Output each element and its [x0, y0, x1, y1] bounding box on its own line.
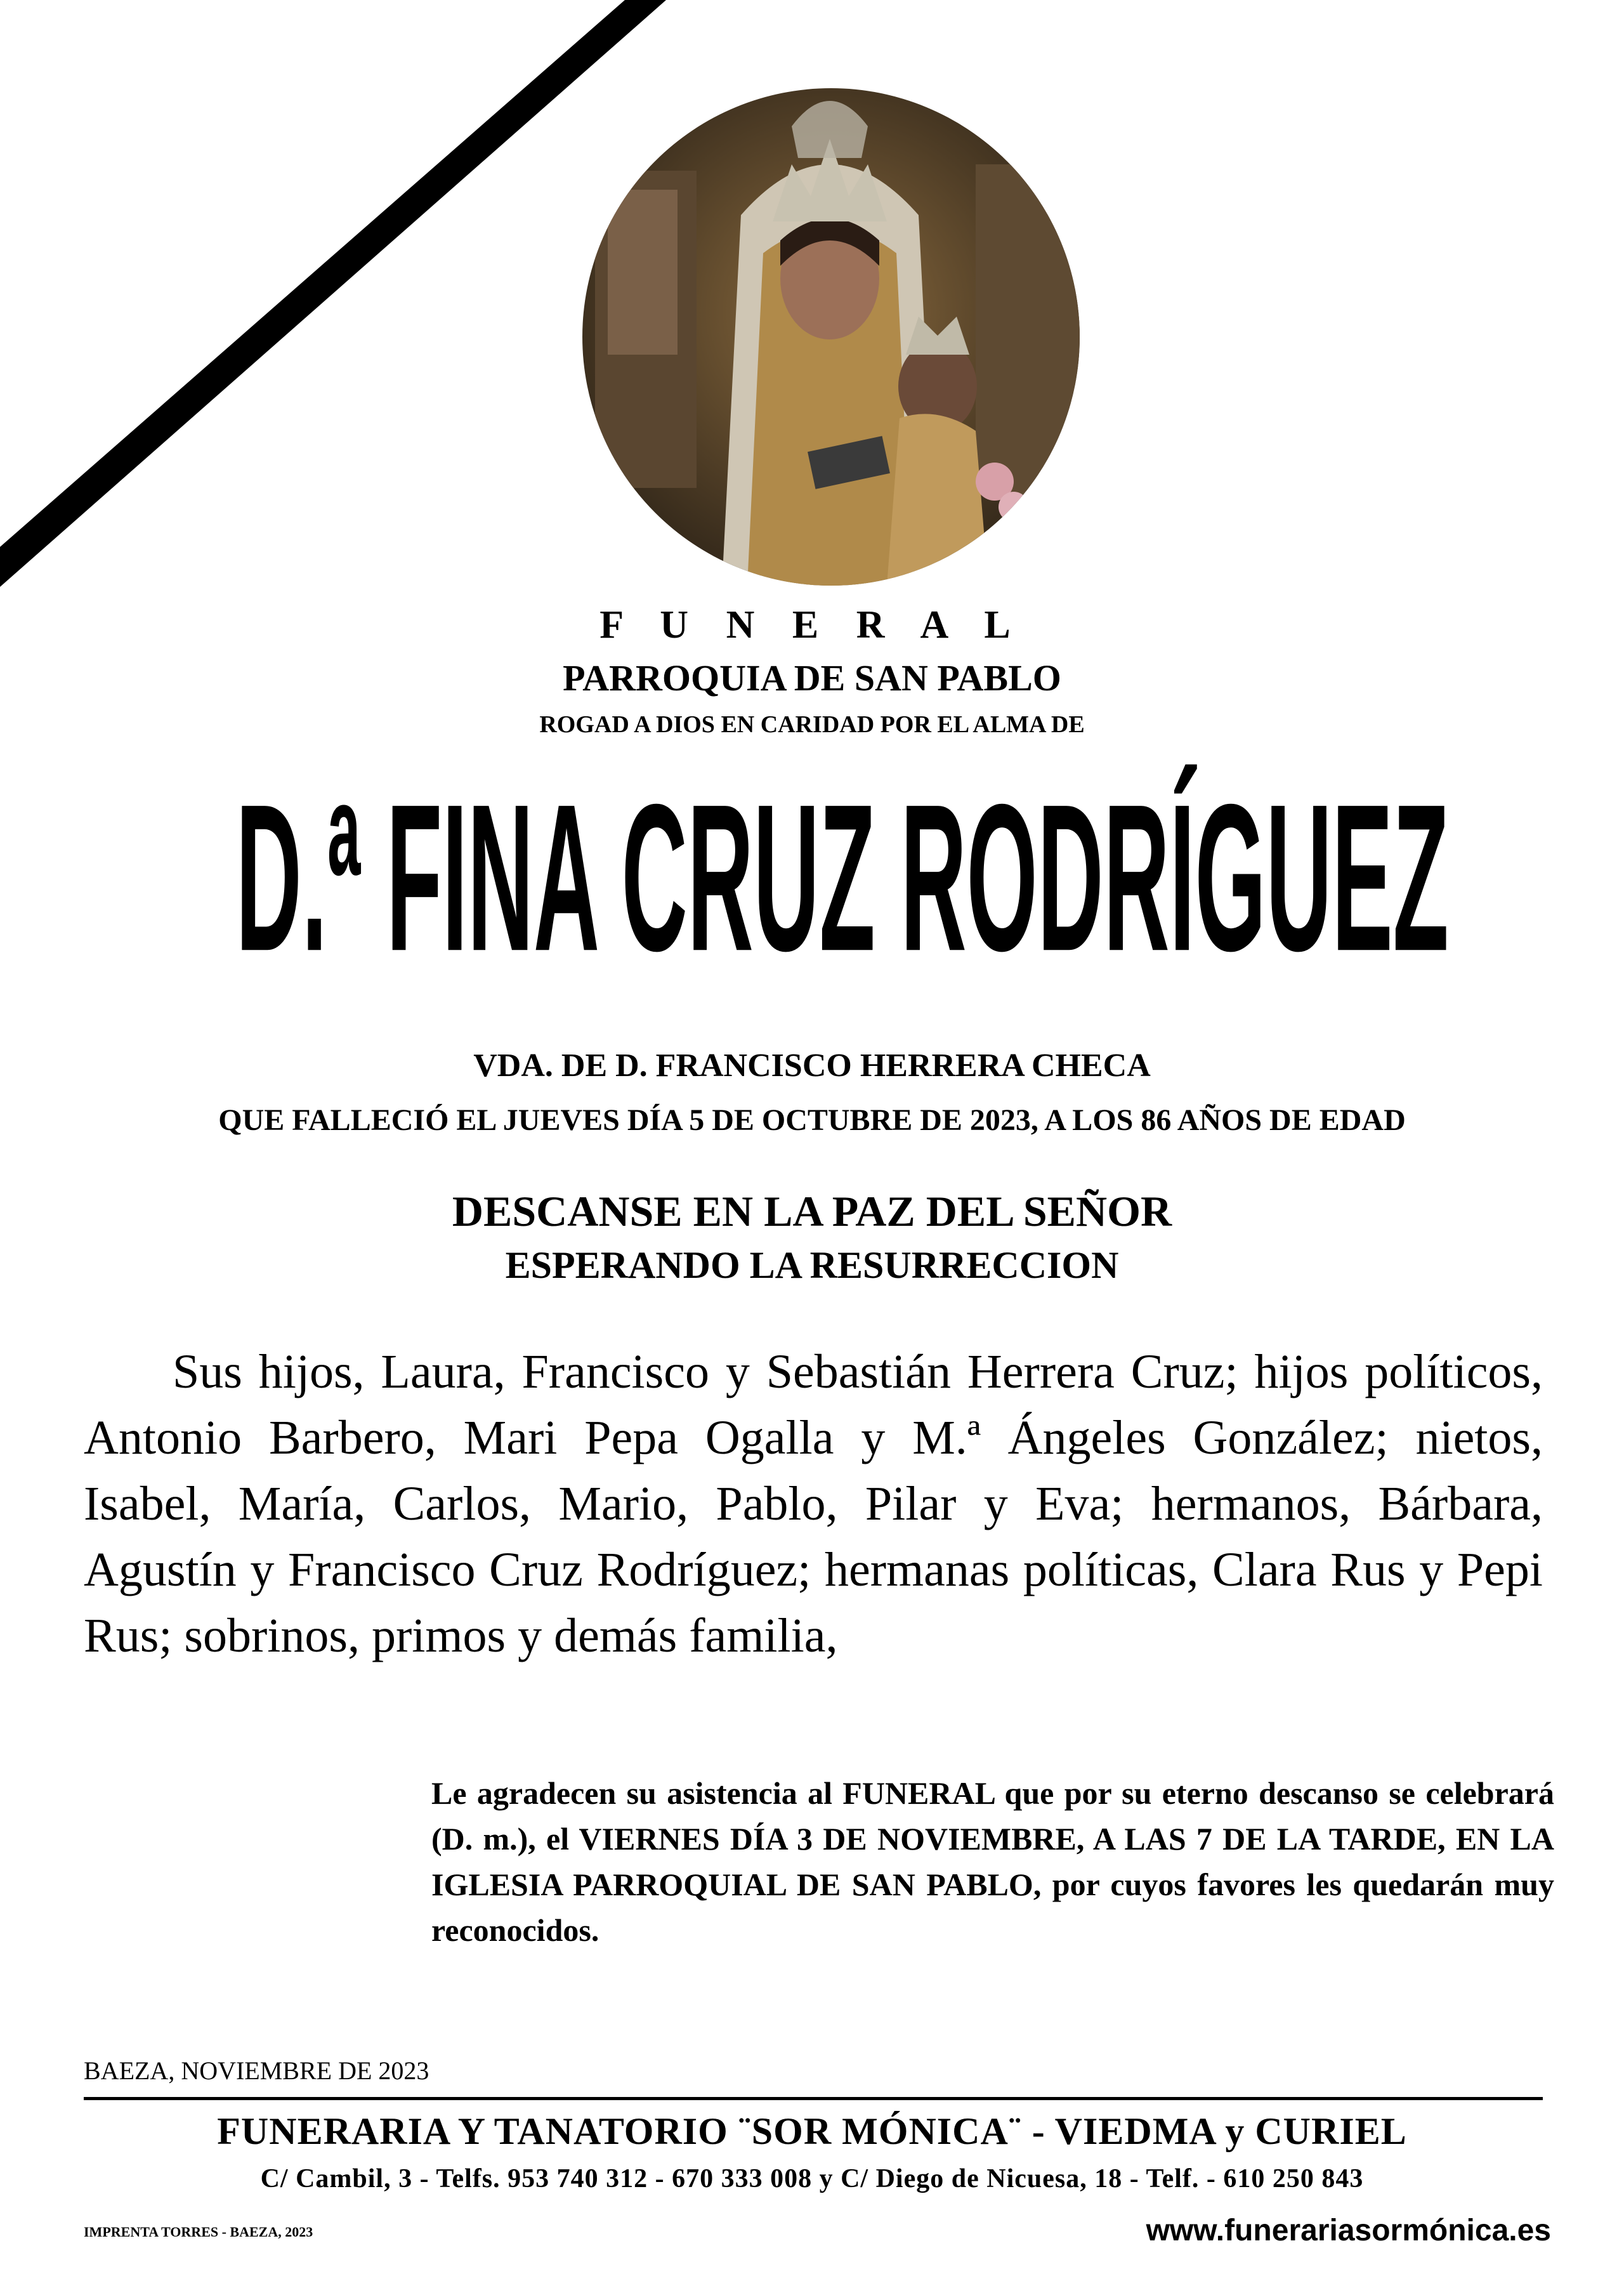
family-paragraph: Sus hijos, Laura, Francisco y Sebastián Herrera Cruz; hijos políticos, Antonio Barbero, Mari Pepa Ogalla y M.ª Ángeles González; nietos, Isabel, María, Carlos, Mario, Pablo, Pilar y Eva; hermanos, Bárbara, Agustín y Francisco Cruz Rodríguez; hermanas políticas, Clara Rus y Pepi Rus; sobrinos, primos y demás familia,	[84, 1345, 1543, 1662]
prayer-line: ROGAD A DIOS EN CARIDAD POR EL ALMA DE	[539, 711, 1085, 738]
funeral-invitation-paragraph: Le agradecen su asistencia al FUNERAL que por su eterno descanso se celebrará (D. m.), el VIERNES DÍA 3 DE NOVIEMBRE, A LAS 7 DE LA TARDE, EN LA IGLESIA PARROQUIAL DE SAN PABLO, por cuyos favores les quedarán muy reconocidos.	[431, 1775, 1554, 1948]
deceased-name: D.ª FINA CRUZ RODRÍGUEZ	[235, 761, 1449, 996]
parish-name: PARROQUIA DE SAN PABLO	[563, 657, 1061, 699]
virgin-portrait-image	[582, 88, 1080, 586]
funeral-home-name: FUNERARIA Y TANATORIO ¨SOR MÓNICA¨ - VIEDMA y CURIEL	[217, 2110, 1407, 2152]
rest-in-peace-line: DESCANSE EN LA PAZ DEL SEÑOR	[452, 1187, 1172, 1235]
funeral-title: F U N E R A L	[599, 603, 1025, 647]
widow-of-line: VDA. DE D. FRANCISCO HERRERA CHECA	[473, 1048, 1151, 1084]
footer-divider	[84, 2097, 1543, 2100]
mourning-ribbon	[0, 0, 672, 590]
awaiting-resurrection-line: ESPERANDO LA RESURRECCION	[505, 1244, 1119, 1286]
place-date: BAEZA, NOVIEMBRE DE 2023	[84, 2056, 429, 2085]
printer-credit: IMPRENTA TORRES - BAEZA, 2023	[84, 2224, 313, 2240]
website-link[interactable]: www.funerariasormónica.es	[1146, 2214, 1551, 2247]
funeral-home-address: C/ Cambil, 3 - Telfs. 953 740 312 - 670 333 008 y C/ Diego de Nicuesa, 18 - Telf. - 610 250 843	[260, 2164, 1364, 2193]
death-date-line: QUE FALLECIÓ EL JUEVES DÍA 5 DE OCTUBRE DE 2023, A LOS 86 AÑOS DE EDAD	[218, 1103, 1406, 1137]
